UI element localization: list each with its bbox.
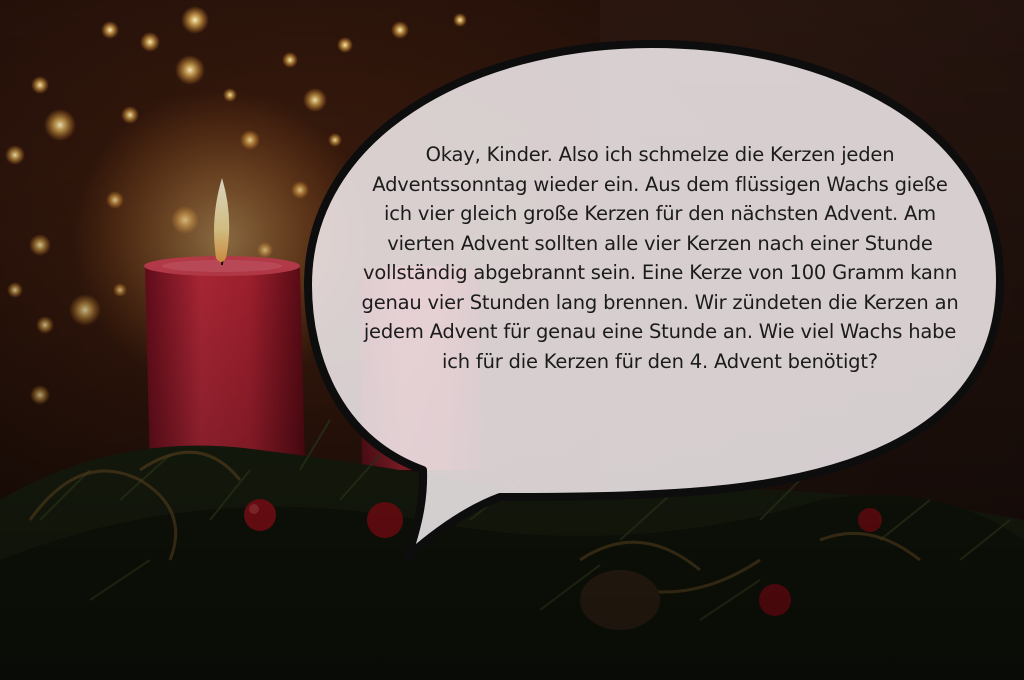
speech-bubble-text: Okay, Kinder. Also ich schmelze die Kerzen jeden Adventssonntag wieder ein. Aus dem flüssigen Wachs gieße ich vier gleich große Kerzen für den nächsten Advent. Am vierten Advent sollten alle vier Kerzen nach einer Stunde vollständig abgebrannt sein. Eine Kerze von 100 Gramm kann genau vier Stunden lang brennen. Wir zündeten die Kerzen an jedem Advent für genau eine Stunde an. Wie viel Wachs habe ich für die Kerzen für den 4. Advent benötigt? [361, 143, 959, 373]
